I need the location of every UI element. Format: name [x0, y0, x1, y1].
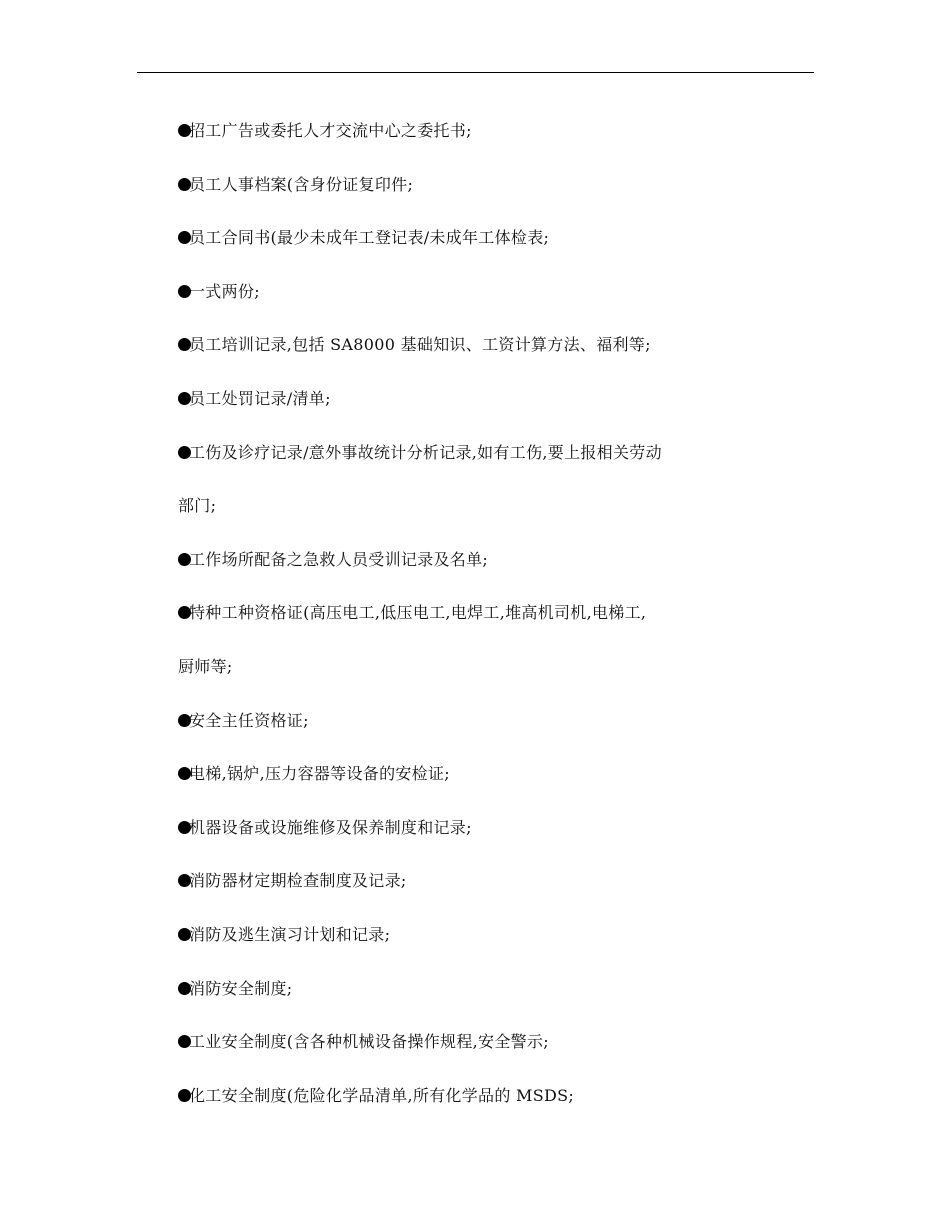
list-item — [178, 1027, 778, 1081]
list-item — [178, 438, 778, 492]
list-item-text: 部门; — [178, 496, 217, 516]
list-item — [178, 974, 778, 1028]
list-item — [178, 170, 778, 224]
list-item-text: 一式两份; — [189, 281, 260, 301]
list-item-text: 工伤及诊疗记录/意外事故统计分析记录,如有工伤,要上报相关劳动 — [189, 442, 662, 462]
list-item — [178, 866, 778, 920]
list-item-text: 招工广告或委托人才交流中心之委托书; — [189, 121, 472, 140]
list-item-text: 工业安全制度(含各种机械设备操作规程,安全警示; — [189, 1032, 549, 1052]
list-item-text: 电梯,锅炉,压力容器等设备的安检证; — [189, 764, 450, 784]
list-item — [178, 706, 778, 760]
list-item-continuation — [178, 491, 778, 545]
list-item-text: 安全主任资格证; — [189, 710, 309, 730]
list-item — [178, 116, 778, 170]
list-item — [178, 1081, 778, 1135]
list-item — [178, 277, 778, 331]
list-item-text: 特种工种资格证(高压电工,低压电工,电焊工,堆高机司机,电梯工, — [189, 603, 647, 623]
list-item-text: 员工合同书(最少未成年工登记表/未成年工体检表; — [189, 228, 550, 248]
list-item — [178, 545, 778, 599]
list-item — [178, 759, 778, 813]
list-item — [178, 330, 778, 384]
list-item-text: 消防及逃生演习计划和记录; — [189, 924, 391, 944]
list-item — [178, 223, 778, 277]
list-item-continuation — [178, 652, 778, 706]
list-item-text: 消防安全制度; — [189, 978, 293, 998]
list-item — [178, 384, 778, 438]
header-rule — [137, 72, 814, 73]
list-item-text: 工作场所配备之急救人员受训记录及名单; — [189, 549, 489, 569]
list-item-text: 消防器材定期检查制度及记录; — [189, 871, 407, 891]
list-item-text: 员工培训记录,包括 SA8000 基础知识、工资计算方法、福利等; — [189, 335, 651, 355]
list-item-text: 员工处罚记录/清单; — [189, 388, 331, 408]
list-item-text: 员工人事档案(含身份证复印件; — [189, 174, 414, 194]
list-item — [178, 920, 778, 974]
list-item-text: 厨师等; — [178, 656, 233, 676]
list-item — [178, 598, 778, 652]
document-body — [178, 116, 778, 1134]
list-item-text: 机器设备或设施维修及保养制度和记录; — [189, 817, 472, 837]
list-item — [178, 813, 778, 867]
list-item-text: 化工安全制度(危险化学品清单,所有化学品的 MSDS; — [189, 1085, 575, 1105]
